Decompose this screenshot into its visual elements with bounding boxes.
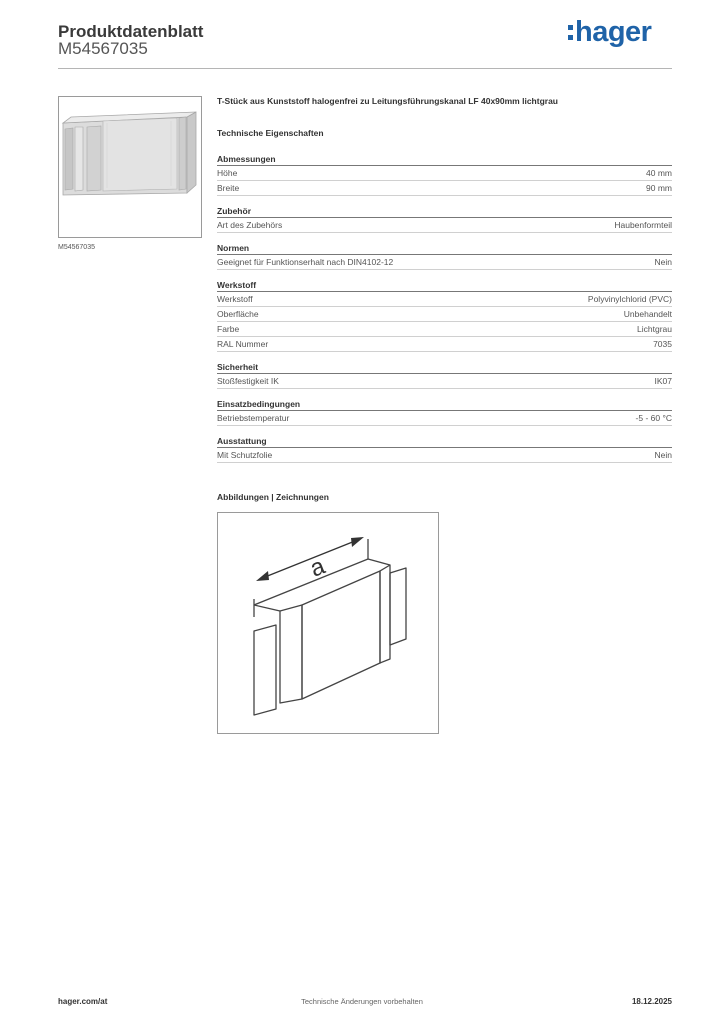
spec-label: Art des Zubehörs (217, 220, 283, 230)
spec-value: Lichtgrau (637, 324, 672, 334)
spec-row (217, 181, 672, 196)
spec-row (217, 307, 672, 322)
dimension-label-a: a (306, 552, 329, 583)
spec-row (217, 322, 672, 337)
spec-section-title: Abmessungen (217, 154, 672, 166)
spec-label: Mit Schutzfolie (217, 450, 273, 460)
spec-value: Haubenformteil (614, 220, 672, 230)
technical-sections (217, 154, 672, 463)
header-divider (58, 68, 672, 69)
spec-row (217, 292, 672, 307)
spec-label: Betriebstemperatur (217, 413, 290, 423)
spec-section (217, 362, 672, 389)
t-piece-photo (59, 97, 201, 237)
article-number: M54567035 (58, 39, 148, 58)
spec-section-title: Werkstoff (217, 280, 672, 292)
spec-section-title: Einsatzbedingungen (217, 399, 672, 411)
spec-value: IK07 (654, 376, 672, 386)
spec-section (217, 243, 672, 270)
spec-section-title: Zubehör (217, 206, 672, 218)
spec-section (217, 154, 672, 196)
hager-logo (568, 16, 651, 49)
image-caption: M54567035 (58, 244, 95, 251)
spec-label: Geeignet für Funktionserhalt nach DIN4102-12 (217, 257, 394, 267)
spec-row (217, 374, 672, 389)
spec-row (217, 411, 672, 426)
spec-label: RAL Nummer (217, 339, 269, 349)
footer-notice: Technische Änderungen vorbehalten (301, 997, 423, 1006)
footer-website[interactable]: hager.com/at (58, 997, 108, 1006)
technical-drawing (217, 512, 439, 734)
logo-text: hager (575, 16, 652, 48)
spec-row (217, 255, 672, 270)
page-title: Produktdatenblatt (58, 22, 204, 41)
spec-value: 7035 (653, 339, 672, 349)
spec-label: Werkstoff (217, 294, 253, 304)
spec-value: Unbehandelt (623, 309, 672, 319)
dimension-drawing (218, 513, 438, 733)
spec-label: Höhe (217, 168, 238, 178)
product-image (58, 96, 202, 238)
spec-label: Breite (217, 183, 240, 193)
product-description: T-Stück aus Kunststoff halogenfrei zu Leitungsführungskanal LF 40x90mm lichtgrau (217, 96, 558, 106)
spec-value: 40 mm (646, 168, 672, 178)
spec-value: Nein (654, 257, 672, 267)
logo-colon-icon (568, 25, 573, 40)
spec-row (217, 166, 672, 181)
spec-row (217, 337, 672, 352)
spec-value: Polyvinylchlorid (PVC) (587, 294, 672, 304)
spec-section-title: Normen (217, 243, 672, 255)
spec-row (217, 218, 672, 233)
drawings-heading: Abbildungen | Zeichnungen (217, 492, 329, 502)
product-details (217, 96, 672, 473)
spec-label: Stoßfestigkeit IK (217, 376, 279, 386)
spec-value: Nein (654, 450, 672, 460)
spec-label: Oberfläche (217, 309, 259, 319)
spec-section-title: Ausstattung (217, 436, 672, 448)
spec-value: 90 mm (646, 183, 672, 193)
spec-section (217, 280, 672, 352)
spec-section (217, 436, 672, 463)
spec-section (217, 399, 672, 426)
footer-date: 18.12.2025 (631, 997, 672, 1006)
spec-value: -5 - 60 °C (635, 413, 672, 423)
spec-section-title: Sicherheit (217, 362, 672, 374)
technical-heading: Technische Eigenschaften (217, 128, 324, 138)
spec-label: Farbe (217, 324, 240, 334)
spec-row (217, 448, 672, 463)
spec-section (217, 206, 672, 233)
